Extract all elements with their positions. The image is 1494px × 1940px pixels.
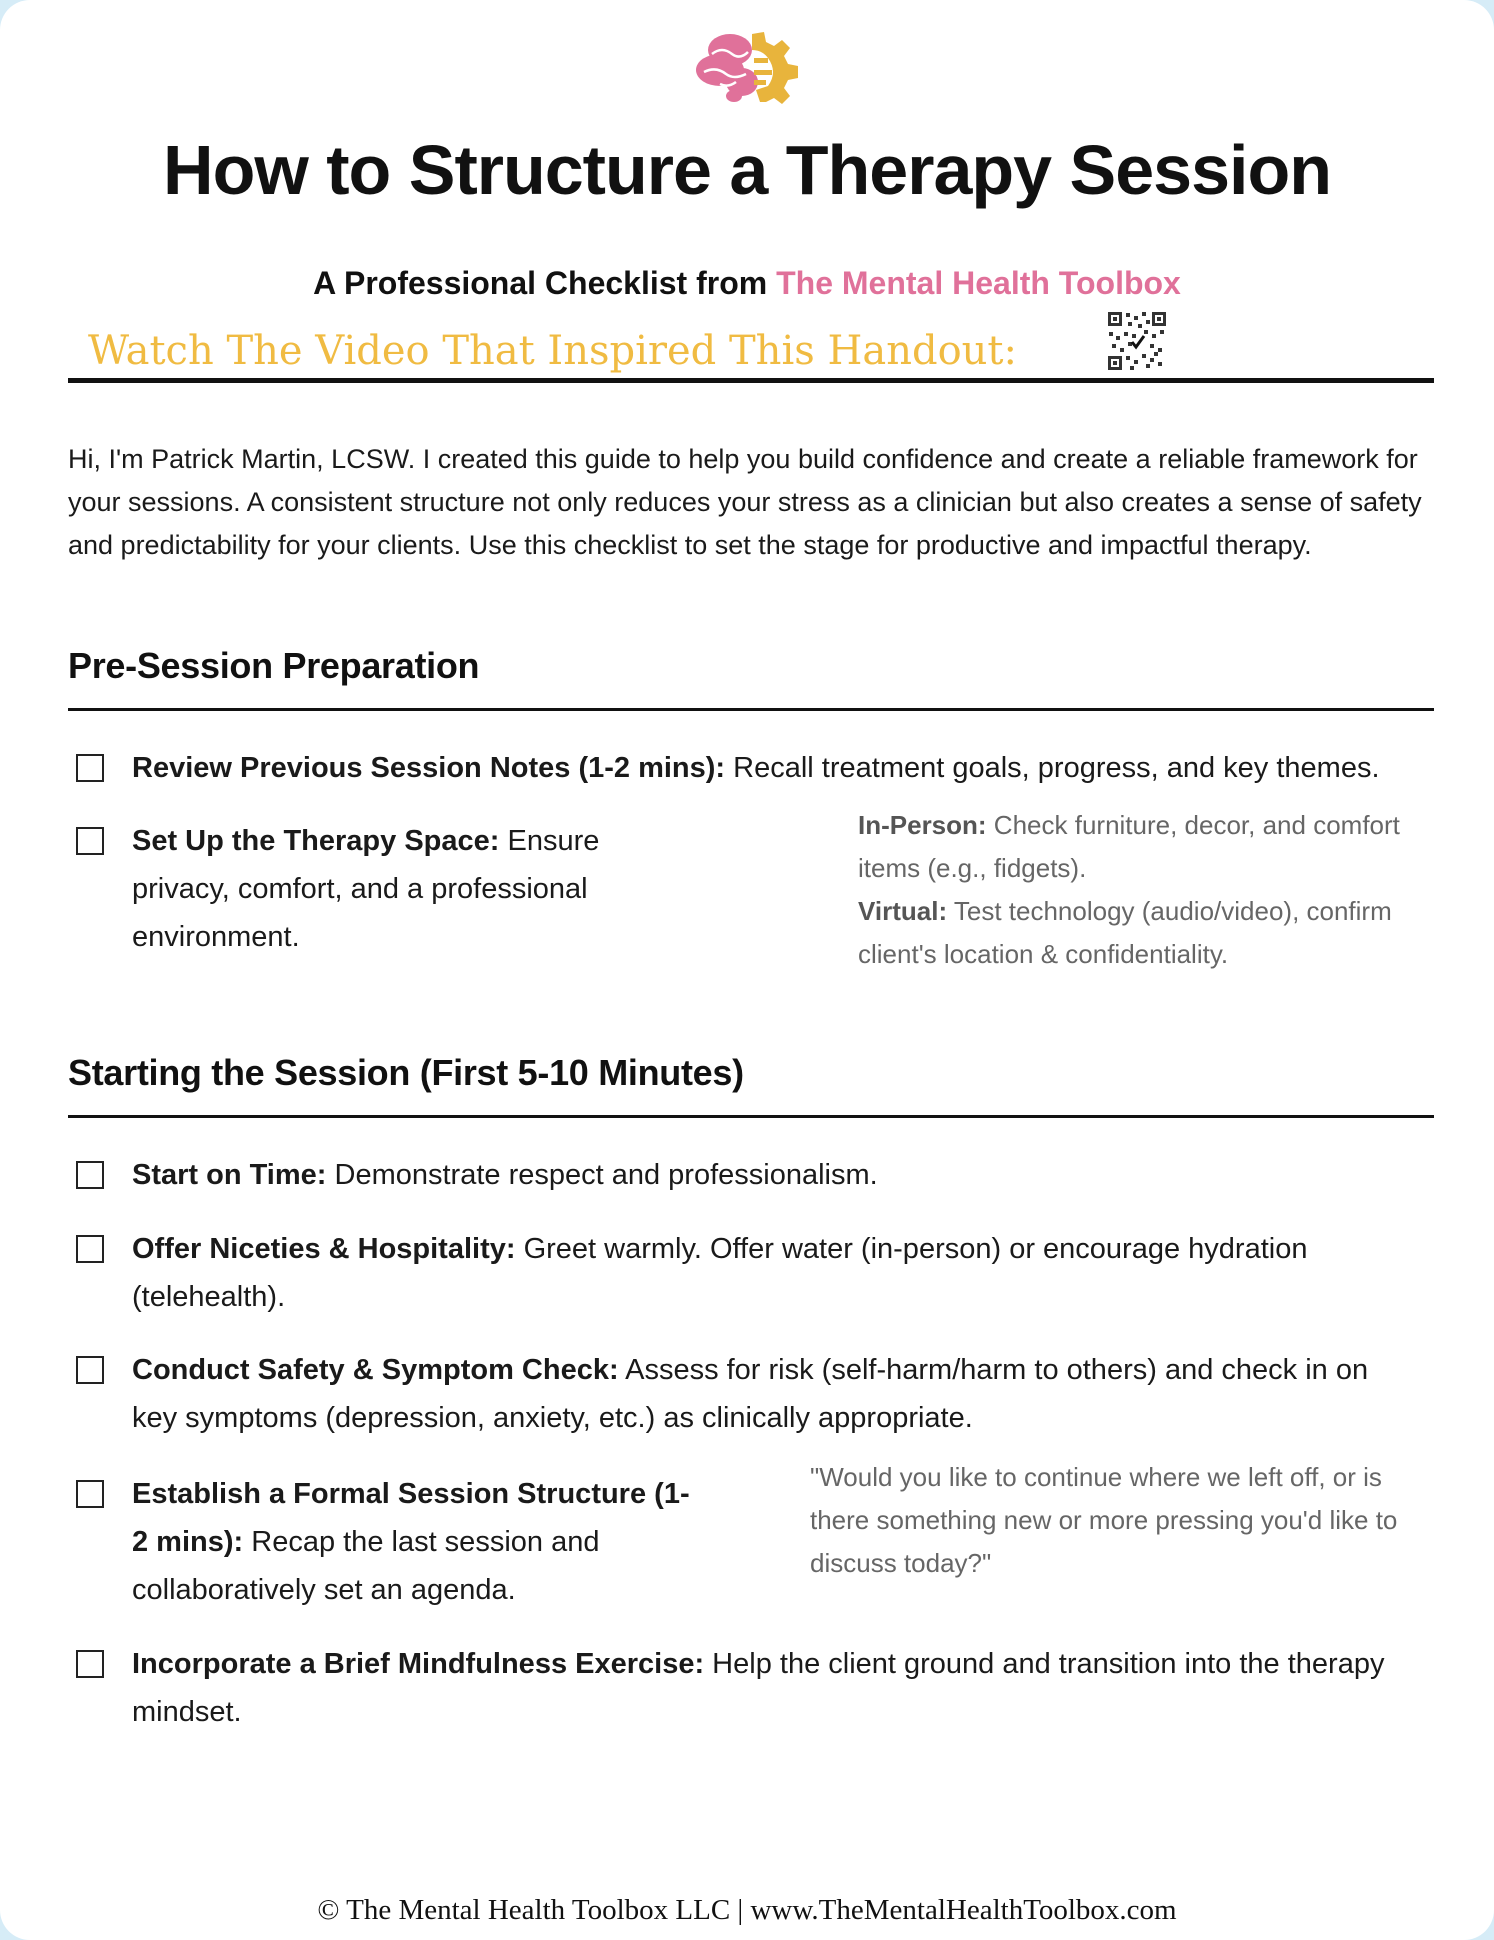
item-text: Demonstrate respect and professionalism. xyxy=(326,1159,878,1191)
checkbox-icon[interactable] xyxy=(76,827,104,855)
video-callout xyxy=(88,328,1088,376)
checklist-item xyxy=(76,1151,1416,1199)
item-title: Set Up the Therapy Space: xyxy=(132,825,500,857)
checkbox-icon[interactable] xyxy=(76,1235,104,1263)
virtual-label: Virtual: xyxy=(858,896,948,926)
agenda-quote: "Would you like to continue where we left off, or is there something new or more pressing you'd like to discuss today?" xyxy=(810,1462,1398,1578)
footer-copyright: © The Mental Health Toolbox LLC | www.TheMentalHealthToolbox.com xyxy=(317,1894,1177,1926)
page-title: How to Structure a Therapy Session xyxy=(163,131,1331,209)
item-title: Start on Time: xyxy=(132,1159,327,1191)
item-title: Offer Niceties & Hospitality: xyxy=(132,1233,516,1265)
item-text: Ensure privacy, comfort, and a professional environment. xyxy=(132,825,600,953)
brain-gear-logo-icon xyxy=(690,20,810,106)
subtitle-prefix: A Professional Checklist from xyxy=(313,265,777,301)
brand-name-link[interactable]: The Mental Health Toolbox xyxy=(776,265,1181,301)
qr-code-icon[interactable] xyxy=(1106,310,1168,372)
item-title: Incorporate a Brief Mindfulness Exercise: xyxy=(132,1648,705,1680)
item-text: Assess for risk (self-harm/harm to others) and check in on key symptoms (depression, anxiety, etc.) as clinically appropriate. xyxy=(132,1354,1369,1434)
section-heading-starting-session: Starting the Session (First 5-10 Minutes) xyxy=(68,1052,744,1093)
item-text: Recall treatment goals, progress, and key themes. xyxy=(725,752,1380,784)
checkbox-icon[interactable] xyxy=(76,754,104,782)
intro-paragraph: Hi, I'm Patrick Martin, LCSW. I created this guide to help you build confidence and create a reliable framework for your sessions. A consistent structure not only reduces your stress as a clinician but also creates a sense of safety and predictability for your clients. Use this checklist to set the stage for productive and impactful therapy. xyxy=(68,444,1422,560)
in-person-label: In-Person: xyxy=(858,810,987,840)
subtitle xyxy=(0,265,1494,302)
item-title: Review Previous Session Notes (1-2 mins): xyxy=(132,752,726,784)
section-heading-pre-session: Pre-Session Preparation xyxy=(68,645,480,686)
checklist-item xyxy=(76,1225,1416,1321)
virtual-text: Test technology (audio/video), confirm client's location & confidentiality. xyxy=(858,896,1392,969)
header-divider xyxy=(68,378,1434,383)
section-divider xyxy=(68,708,1434,711)
item-text: Recap the last session and collaboratively set an agenda. xyxy=(132,1526,600,1606)
section-divider xyxy=(68,1115,1434,1118)
item-text: Help the client ground and transition into the therapy mindset. xyxy=(132,1648,1385,1728)
video-callout-text: Watch The Video That Inspired This Handout: xyxy=(88,328,1017,374)
item-title: Conduct Safety & Symptom Check: xyxy=(132,1354,619,1386)
checkbox-icon[interactable] xyxy=(76,1650,104,1678)
checklist-item xyxy=(76,744,1416,792)
in-person-text: Check furniture, decor, and comfort items (e.g., fidgets). xyxy=(858,810,1400,883)
checklist-item xyxy=(76,817,696,953)
checkbox-icon[interactable] xyxy=(76,1480,104,1508)
setup-side-note xyxy=(858,804,1428,976)
checkbox-icon[interactable] xyxy=(76,1356,104,1384)
item-title: Establish a Formal Session Structure (1-2 mins): xyxy=(132,1478,690,1558)
checkbox-icon[interactable] xyxy=(76,1161,104,1189)
item-text: Greet warmly. Offer water (in-person) or encourage hydration (telehealth). xyxy=(132,1233,1308,1313)
checklist-item xyxy=(76,1346,1416,1442)
checklist-item xyxy=(76,1470,696,1614)
checklist-item xyxy=(76,1640,1416,1736)
